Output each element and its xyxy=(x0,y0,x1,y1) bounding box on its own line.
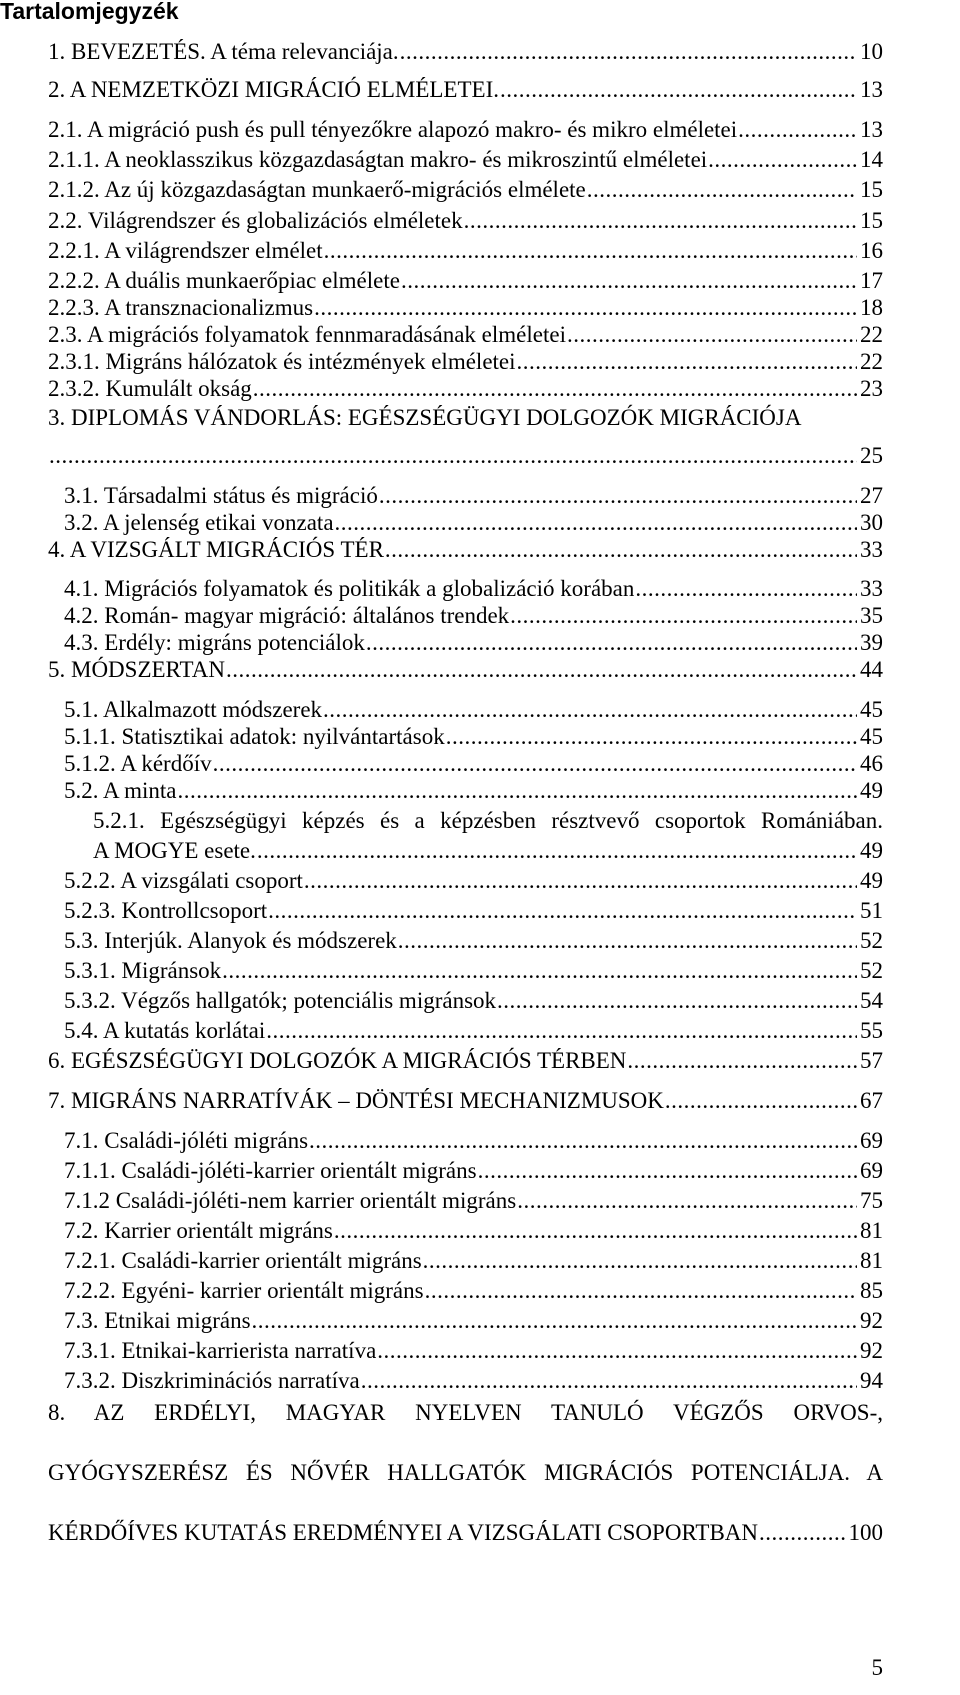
toc-entry-label: 5.3. Interjúk. Alanyok és módszerek xyxy=(64,928,397,953)
toc-entry-page: 35 xyxy=(860,603,883,628)
toc-entry-continuation[interactable] xyxy=(48,441,883,471)
toc-entry-label: 4.3. Erdély: migráns potenciálok xyxy=(64,630,365,655)
toc-leader-dots xyxy=(213,749,857,779)
toc-entry-page: 92 xyxy=(860,1338,883,1363)
toc-entry-label: 5.1. Alkalmazott módszerek xyxy=(64,697,323,722)
toc-entry[interactable] xyxy=(64,628,883,658)
toc-leader-dots xyxy=(253,374,857,404)
toc-entry-label: 7.3.2. Diszkriminációs narratíva xyxy=(64,1368,360,1393)
toc-leader-dots xyxy=(635,574,857,604)
toc-entry[interactable] xyxy=(64,1186,883,1216)
toc-leader-dots xyxy=(49,441,857,471)
toc-leader-dots xyxy=(323,695,857,725)
toc-entry[interactable] xyxy=(64,956,883,986)
toc-entry-label: 4.1. Migrációs folyamatok és politikák a globalizáció korában xyxy=(64,576,635,601)
toc-leader-dots xyxy=(366,628,857,658)
toc-entry[interactable] xyxy=(48,403,883,433)
toc-entry-page: 49 xyxy=(860,868,883,893)
toc-leader-dots xyxy=(257,836,857,866)
toc-leader-dots xyxy=(401,266,857,296)
toc-entry-page: 100 xyxy=(848,1520,883,1545)
toc-entry-page: 44 xyxy=(860,657,883,682)
toc-entry[interactable] xyxy=(64,1276,883,1306)
toc-entry-label: 2.1.1. A neoklasszikus közgazdaságtan makro- és mikroszintű elméletei xyxy=(48,147,708,172)
toc-leader-dots xyxy=(226,655,857,685)
toc-entry-page: 16 xyxy=(860,238,883,263)
toc-entry-page: 17 xyxy=(860,268,883,293)
toc-entry-label: 2.1.2. Az új közgazdaságtan munkaerő-migrációs elmélete xyxy=(48,177,586,202)
toc-entry-page: 75 xyxy=(860,1188,883,1213)
toc-leader-dots xyxy=(222,956,857,986)
toc-entry-label: 2.3.2. Kumulált okság xyxy=(48,376,252,401)
toc-entry-page: 51 xyxy=(860,898,883,923)
toc-entry[interactable] xyxy=(64,1016,883,1046)
toc-entry[interactable] xyxy=(48,1046,883,1076)
toc-entry-page: 45 xyxy=(860,697,883,722)
toc-entry-page: 54 xyxy=(860,988,883,1013)
toc-entry-label: 5.1.1. Statisztikai adatok: nyilvántartások xyxy=(64,724,445,749)
toc-entry-page: 39 xyxy=(860,630,883,655)
toc-leader-dots xyxy=(708,145,857,175)
toc-entry-page: 49 xyxy=(860,838,883,863)
toc-entry-page: 45 xyxy=(860,724,883,749)
toc-entry-page: 33 xyxy=(860,576,883,601)
toc-entry-page: 22 xyxy=(860,349,883,374)
toc-entry-page: 27 xyxy=(860,483,883,508)
toc-title: Tartalomjegyzék xyxy=(0,0,179,24)
toc-entry-label: 3.2. A jelenség etikai vonzata xyxy=(64,510,334,535)
toc-leader-dots xyxy=(400,37,857,67)
toc-entry-page: 81 xyxy=(860,1248,883,1273)
toc-leader-dots xyxy=(759,1518,847,1548)
toc-entry-page: 33 xyxy=(860,537,883,562)
toc-entry[interactable] xyxy=(64,722,883,752)
toc-entry-label: A MOGYE esete. xyxy=(93,838,256,863)
toc-leader-dots xyxy=(304,866,857,896)
toc-entry-label: 5.3.1. Migránsok xyxy=(64,958,222,983)
toc-entry[interactable] xyxy=(64,508,883,538)
toc-entry-page: 23 xyxy=(860,376,883,401)
toc-leader-dots xyxy=(266,1016,857,1046)
toc-entry[interactable] xyxy=(64,1366,883,1396)
toc-entry-label: 7.1.1. Családi-jóléti-karrier orientált migráns xyxy=(64,1158,477,1183)
toc-entry[interactable] xyxy=(64,1306,883,1336)
toc-entry-page: 15 xyxy=(860,208,883,233)
toc-entry-page: 85 xyxy=(860,1278,883,1303)
toc-leader-dots xyxy=(385,535,857,565)
toc-entry[interactable] xyxy=(48,115,883,145)
toc-entry-label: 7.2. Karrier orientált migráns xyxy=(64,1218,333,1243)
toc-leader-dots xyxy=(510,601,857,631)
toc-entry-label: 7. MIGRÁNS NARRATÍVÁK – DÖNTÉSI MECHANIZMUSOK xyxy=(48,1088,664,1113)
toc-entry-page: 14 xyxy=(860,147,883,172)
toc-entry[interactable] xyxy=(48,535,883,565)
toc-entry-label: 7.2.2. Egyéni- karrier orientált migráns xyxy=(64,1278,424,1303)
toc-entry[interactable] xyxy=(64,1216,883,1246)
toc-entry-label: 5.2.2. A vizsgálati csoport xyxy=(64,868,303,893)
toc-entry-page: 52 xyxy=(860,928,883,953)
toc-entry[interactable] xyxy=(48,655,883,685)
toc-entry-label: 3.1. Társadalmi státus és migráció xyxy=(64,483,378,508)
toc-entry[interactable] xyxy=(64,695,883,725)
toc-entry[interactable] xyxy=(48,37,883,67)
toc-leader-dots xyxy=(464,206,857,236)
toc-entry[interactable] xyxy=(64,1126,883,1156)
toc-leader-dots xyxy=(425,1276,857,1306)
toc-entry-label: 2.2. Világrendszer és globalizációs elméletek xyxy=(48,208,463,233)
toc-leader-dots xyxy=(517,1186,857,1216)
toc-leader-dots xyxy=(324,236,857,266)
toc-entry[interactable] xyxy=(64,574,883,604)
toc-entry-label: 5.2. A minta xyxy=(64,778,177,803)
toc-entry[interactable] xyxy=(48,347,883,377)
toc-entry[interactable] xyxy=(48,236,883,266)
toc-entry[interactable] xyxy=(64,481,883,511)
toc-entry-label: KÉRDŐÍVES KUTATÁS EREDMÉNYEI A VIZSGÁLATI CSOPORTBAN xyxy=(48,1520,759,1545)
toc-entry-label: 5.2.3. Kontrollcsoport xyxy=(64,898,268,923)
toc-entry-page: 57 xyxy=(860,1048,883,1073)
toc-leader-dots xyxy=(377,1336,857,1366)
toc-entry[interactable] xyxy=(64,926,883,956)
toc-leader-dots xyxy=(379,481,857,511)
toc-leader-dots xyxy=(567,320,857,350)
toc-entry[interactable] xyxy=(48,320,883,350)
toc-entry-page: 10 xyxy=(860,39,883,64)
page-number: 5 xyxy=(871,1655,883,1680)
toc-entry-label: 2.2.3. A transznacionalizmus xyxy=(48,295,314,320)
toc-entry-label: 4. A VIZSGÁLT MIGRÁCIÓS TÉR xyxy=(48,537,384,562)
toc-entry-page: 81 xyxy=(860,1218,883,1243)
toc-entry-page: 49 xyxy=(860,778,883,803)
toc-entry-page: 52 xyxy=(860,958,883,983)
toc-entry-page: 25 xyxy=(860,443,883,468)
toc-entry-page: 13 xyxy=(860,77,883,102)
toc-leader-dots xyxy=(738,115,857,145)
toc-leader-dots xyxy=(252,1306,857,1336)
toc-entry-label: 7.3.1. Etnikai-karrierista narratíva xyxy=(64,1338,377,1363)
toc-entry[interactable] xyxy=(48,206,883,236)
toc-entry[interactable] xyxy=(64,1246,883,1276)
toc-entry-label: 5. MÓDSZERTAN xyxy=(48,657,225,682)
toc-entry[interactable] xyxy=(48,374,883,404)
toc-entry-page: 22 xyxy=(860,322,883,347)
toc-entry[interactable] xyxy=(64,986,883,1016)
toc-entry-label: 6. EGÉSZSÉGÜGYI DOLGOZÓK A MIGRÁCIÓS TÉRBEN xyxy=(48,1048,627,1073)
toc-entry[interactable] xyxy=(48,266,883,296)
toc-entry-line[interactable]: GYÓGYSZERÉSZ ÉS NŐVÉR HALLGATÓK MIGRÁCIÓS POTENCIÁLJA. A xyxy=(48,1460,883,1485)
toc-leader-dots xyxy=(398,926,857,956)
toc-entry[interactable] xyxy=(48,145,883,175)
toc-leader-dots xyxy=(268,896,857,926)
toc-entry[interactable] xyxy=(48,1086,883,1116)
toc-entry-label: 7.1.2 Családi-jóléti-nem karrier orientált migráns xyxy=(64,1188,517,1213)
toc-entry[interactable] xyxy=(64,776,883,806)
toc-entry-label: 5.3.2. Végzős hallgatók; potenciális migránsok xyxy=(64,988,497,1013)
toc-leader-dots xyxy=(361,1366,857,1396)
toc-leader-dots xyxy=(478,1156,857,1186)
toc-entry-label: 2. A NEMZETKÖZI MIGRÁCIÓ ELMÉLETEI. xyxy=(48,77,499,102)
toc-entry[interactable] xyxy=(64,1156,883,1186)
toc-leader-dots xyxy=(446,722,857,752)
toc-leader-dots xyxy=(423,1246,857,1276)
toc-entry-page: 46 xyxy=(860,751,883,776)
toc-entry-label: 2.1. A migráció push és pull tényezőkre alapozó makro- és mikro elméletei xyxy=(48,117,738,142)
toc-entry-label: 2.2.2. A duális munkaerőpiac elmélete xyxy=(48,268,400,293)
toc-entry-label: 7.2.1. Családi-karrier orientált migráns xyxy=(64,1248,422,1273)
toc-entry-page: 15 xyxy=(860,177,883,202)
toc-entry-page: 13 xyxy=(860,117,883,142)
toc-leader-dots xyxy=(309,1126,857,1156)
toc-entry-label: 2.2.1. A világrendszer elmélet xyxy=(48,238,323,263)
toc-entry-label: 2.3. A migrációs folyamatok fennmaradásának elméletei xyxy=(48,322,566,347)
toc-leader-dots xyxy=(334,1216,857,1246)
toc-leader-dots xyxy=(500,75,857,105)
toc-entry-page: 67 xyxy=(860,1088,883,1113)
toc-leader-dots xyxy=(335,508,857,538)
toc-leader-dots xyxy=(627,1046,857,1076)
toc-entry[interactable] xyxy=(48,293,883,323)
toc-entry-label: 4.2. Román- magyar migráció: általános trendek xyxy=(64,603,510,628)
toc-entry-line[interactable]: 8. AZ ERDÉLYI, MAGYAR NYELVEN TANULÓ VÉGZŐS ORVOS-, xyxy=(48,1400,883,1425)
toc-entry[interactable] xyxy=(64,749,883,779)
toc-entry-page: 69 xyxy=(860,1158,883,1183)
toc-entry-page: 92 xyxy=(860,1308,883,1333)
toc-entry-label: 5.4. A kutatás korlátai xyxy=(64,1018,266,1043)
toc-entry-page: 30 xyxy=(860,510,883,535)
toc-entry[interactable] xyxy=(93,836,883,866)
toc-entry-label: 5.1.2. A kérdőív xyxy=(64,751,212,776)
toc-entry[interactable] xyxy=(48,175,883,205)
toc-entry[interactable] xyxy=(64,896,883,926)
toc-entry-page: 94 xyxy=(860,1368,883,1393)
toc-leader-dots xyxy=(665,1086,857,1116)
toc-entry-page: 55 xyxy=(860,1018,883,1043)
toc-entry-label: 2.3.1. Migráns hálózatok és intézmények elméletei xyxy=(48,349,516,374)
toc-leader-dots xyxy=(517,347,857,377)
toc-leader-dots xyxy=(314,293,857,323)
toc-entry-label: 3. DIPLOMÁS VÁNDORLÁS: EGÉSZSÉGÜGYI DOLGOZÓK MIGRÁCIÓJA xyxy=(48,405,802,430)
toc-entry[interactable] xyxy=(64,1336,883,1366)
toc-entry-label: 7.1. Családi-jóléti migráns xyxy=(64,1128,309,1153)
toc-leader-dots xyxy=(177,776,857,806)
toc-entry-label: 7.3. Etnikai migráns xyxy=(64,1308,251,1333)
toc-leader-dots xyxy=(587,175,857,205)
toc-entry[interactable] xyxy=(64,866,883,896)
toc-entry[interactable] xyxy=(64,601,883,631)
toc-leader-dots xyxy=(497,986,857,1016)
toc-entry[interactable] xyxy=(48,1518,883,1548)
toc-entry-page: 18 xyxy=(860,295,883,320)
toc-entry-label: 1. BEVEZETÉS. A téma relevanciája. xyxy=(48,39,399,64)
toc-entry-page: 69 xyxy=(860,1128,883,1153)
toc-entry-line[interactable]: 5.2.1. Egészségügyi képzés és a képzésben résztvevő csoportok Romániában. xyxy=(93,808,883,833)
toc-entry[interactable] xyxy=(48,75,883,105)
